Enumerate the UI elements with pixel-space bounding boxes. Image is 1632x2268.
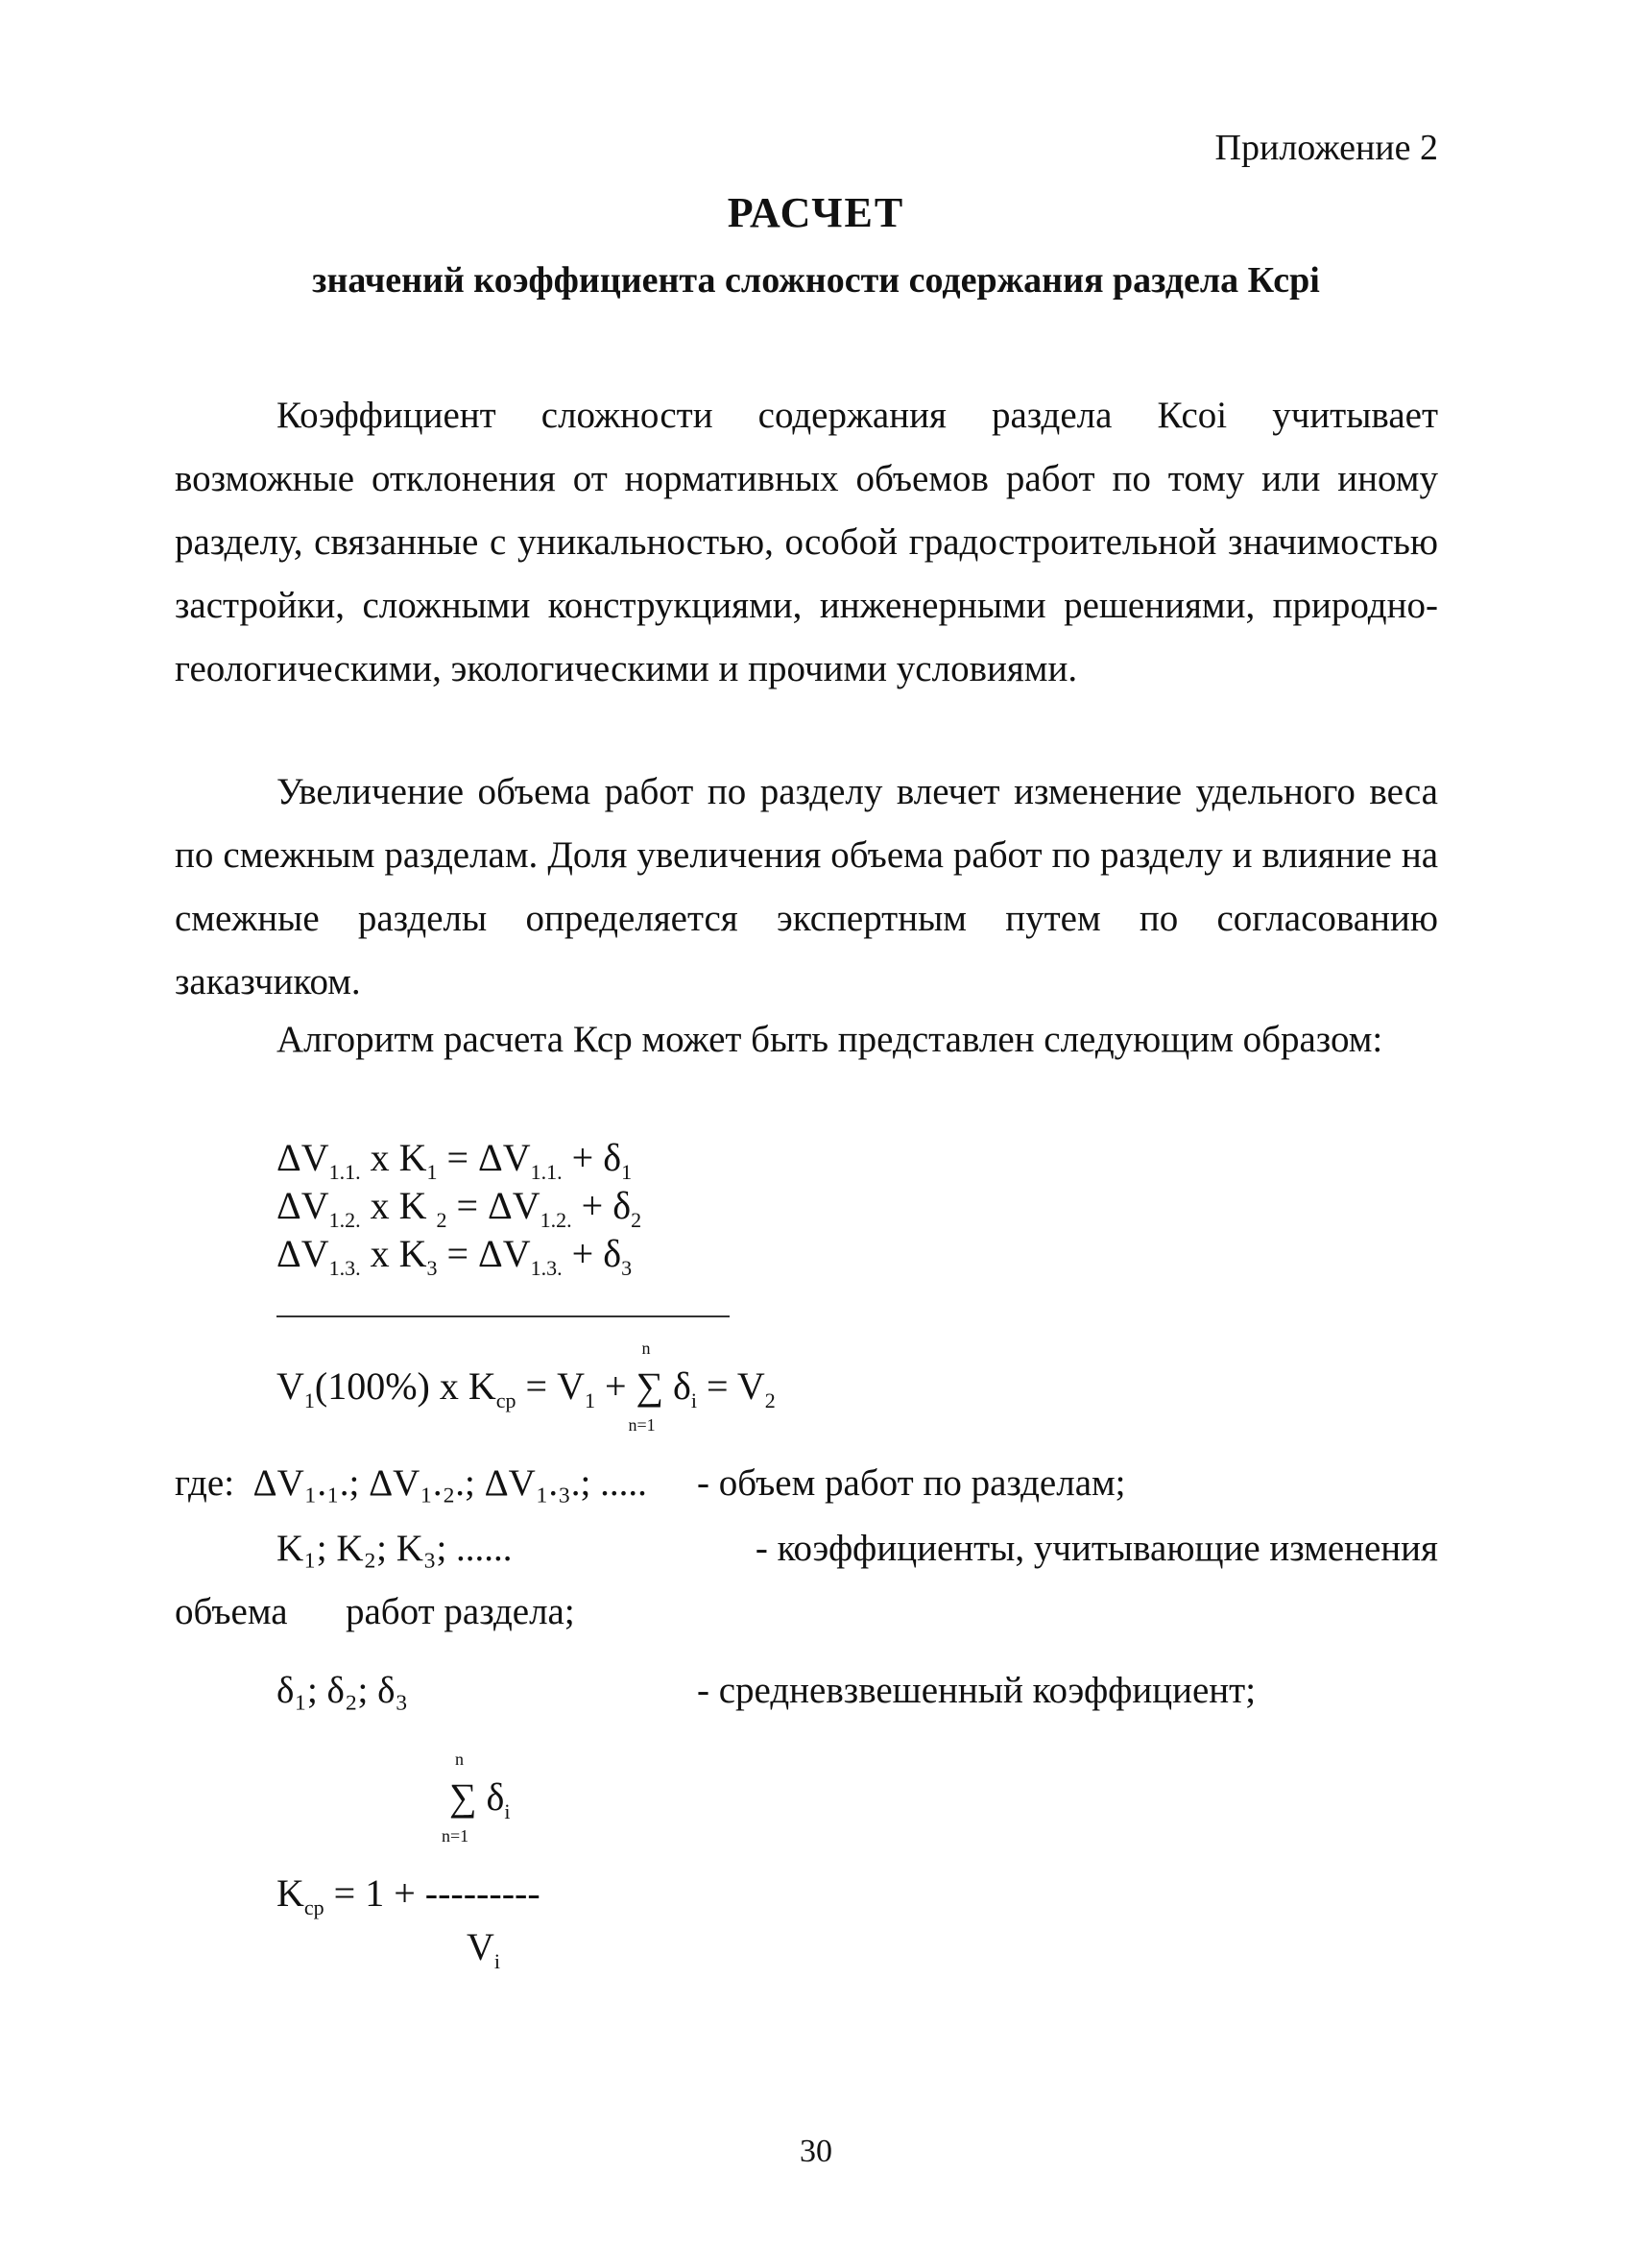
formula-main-line: $K_{ср} = 1$ + ---------: [276, 1871, 540, 1919]
definition-2-continuation-b: работ раздела;: [346, 1591, 575, 1632]
formula-numerator: n ∑ n=1 $\delta_i$: [442, 1749, 511, 1846]
definition-2-continuation-a: объема: [175, 1591, 288, 1632]
page-subtitle: значений коэффициента сложности содержания раздела Ксрi: [312, 260, 1320, 301]
definition-2-symbols: K₁; K₂; K₃; ......: [276, 1528, 513, 1569]
appendix-label: Приложение 2: [1214, 128, 1438, 168]
paragraph-coefficient-description: [175, 384, 1438, 701]
sum-equation: $V_1(100\%)$ x $K_{ср} = V_1$ + n ∑ n=1 $\delta_i = V_2$: [276, 1339, 776, 1435]
page-title: РАСЧЕТ: [727, 189, 905, 236]
definition-1-description: - объем работ по разделам;: [697, 1462, 1126, 1504]
paragraph-volume-increase: [175, 760, 1438, 1014]
page-number: 30: [800, 2134, 832, 2169]
definition-1-symbols: где: ΔV₁.₁.; ΔV₁.₂.; ΔV₁.₃.; .....: [175, 1462, 647, 1504]
equation-2: $\Delta V_{1.2.}$ x K $_2 = \Delta V_{1.2.} + \delta_2$: [276, 1184, 642, 1232]
equation-divider: [276, 1315, 730, 1317]
paragraph-2-text: Увеличение объема работ по разделу влечет изменение удельного веса по смежным разделам. Доля увеличения объема работ по разделу и влияние на смежные разделы определяется экспертным путем по согласованию заказчиком.: [175, 771, 1438, 1002]
paragraph-3-text: Алгоритм расчета Кср может быть представлен следующим образом:: [276, 1019, 1383, 1060]
sigma-symbol: n ∑ n=1: [628, 1339, 664, 1435]
definition-2-description: - коэффициенты, учитывающие изменения: [755, 1528, 1438, 1569]
equation-1: $\Delta V_{1.1.}$ x $K_1 = \Delta V_{1.1.} + \delta_1$: [276, 1136, 633, 1184]
paragraph-1-text: Коэффициент сложности содержания раздела Ксоi учитывает возможные отклонения от нормативных объемов работ по тому или иному разделу, связанные с уникальностью, особой градостроительной значимостью застройки, сложными конструкциями, инженерными решениями, природно-геологическими, экологическими и прочими условиями.: [175, 395, 1438, 689]
formula-denominator: $V_i$: [467, 1925, 501, 1973]
definition-3-symbols: δ₁; δ₂; δ₃: [276, 1670, 409, 1711]
definition-3-description: - средневзвешенный коэффициент;: [697, 1670, 1257, 1711]
numerator-sigma-symbol: n ∑ n=1: [442, 1749, 477, 1846]
equation-3: $\Delta V_{1.3.}$ x $K_3 = \Delta V_{1.3.} + \delta_3$: [276, 1232, 633, 1280]
paragraph-algorithm: [175, 1008, 1438, 1072]
